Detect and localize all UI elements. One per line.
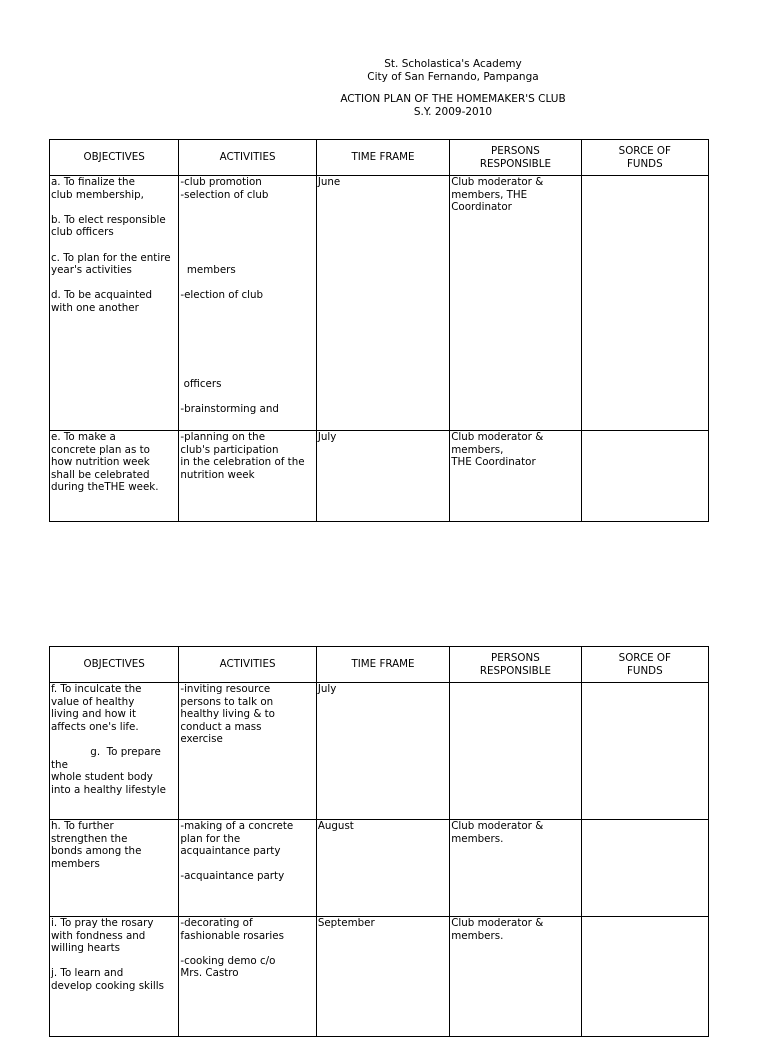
cell-line: -acquaintance party	[180, 870, 285, 883]
col-time-frame: TIME FRAME	[316, 140, 449, 176]
cell-line: -selection of club	[180, 188, 269, 201]
cell-line: in the celebration of the	[180, 456, 305, 469]
cell-line: year's activities	[51, 264, 132, 277]
cell-line	[180, 390, 314, 403]
col-persons: PERSONS RESPONSIBLE	[450, 140, 581, 176]
cell-line: e. To make a	[51, 431, 116, 443]
activities-cell	[179, 176, 316, 431]
cell-line: -making of a concrete	[180, 820, 294, 832]
cell-line	[180, 858, 314, 871]
table-header-row	[50, 140, 709, 176]
cell-line	[51, 733, 177, 746]
persons-cell	[450, 176, 581, 431]
cell-line: THE Coordinator	[451, 456, 536, 469]
cell-line: j. To learn and	[51, 967, 124, 980]
cell-line	[180, 340, 314, 353]
table-row	[50, 820, 709, 917]
school-city: City of San Fernando, Pampanga	[367, 71, 539, 83]
funds-cell	[581, 820, 708, 917]
cell-line	[180, 352, 314, 365]
school-year: S.Y. 2009-2010	[413, 106, 493, 118]
cell-line: a. To finalize the	[51, 176, 135, 188]
cell-line: healthy living & to	[180, 708, 275, 721]
objectives-cell	[50, 176, 179, 431]
cell-line	[451, 683, 579, 696]
cell-line: Coordinator	[451, 201, 512, 214]
col-objectives: OBJECTIVES	[50, 647, 179, 683]
persons-cell	[450, 820, 581, 917]
cell-line: members	[51, 857, 100, 870]
cell-line: officers	[180, 377, 222, 390]
cell-line	[180, 214, 314, 227]
cell-line: -inviting resource	[180, 683, 271, 695]
time-frame-cell: June	[316, 176, 449, 431]
cell-line: fashionable rosaries	[180, 929, 284, 942]
cell-line: the	[51, 758, 68, 771]
cell-line: persons to talk on	[180, 695, 274, 708]
funds-cell	[581, 683, 708, 820]
cell-line: plan for the	[180, 832, 241, 845]
col-activities: ACTIVITIES	[179, 647, 316, 683]
cell-line: willing hearts	[51, 942, 121, 955]
cell-line: members,	[451, 443, 504, 456]
cell-line: club membership,	[51, 188, 144, 201]
cell-line: conduct a mass	[180, 720, 262, 733]
cell-line: i. To pray the rosary	[51, 917, 154, 929]
col-persons: PERSONS RESPONSIBLE	[450, 647, 581, 683]
cell-line: value of healthy	[51, 695, 135, 708]
objectives-cell	[50, 917, 179, 1037]
cell-line: strengthen the	[51, 832, 128, 845]
cell-line	[180, 365, 314, 378]
cell-line	[180, 942, 314, 955]
cell-line: h. To further	[51, 820, 114, 832]
cell-line: -cooking demo c/o	[180, 954, 276, 967]
cell-line: club's participation	[180, 443, 279, 456]
action-plan-table-2	[49, 646, 709, 1037]
cell-line: -planning on the	[180, 431, 266, 443]
cell-line: f. To inculcate the	[51, 683, 142, 695]
cell-line	[180, 315, 314, 328]
cell-line	[180, 327, 314, 340]
cell-line	[51, 201, 177, 214]
cell-line: -brainstorming and	[180, 402, 279, 415]
cell-line: club officers	[51, 226, 114, 239]
cell-line	[180, 226, 314, 239]
table-row	[50, 431, 709, 522]
cell-line: nutrition week	[180, 468, 255, 481]
cell-line	[180, 239, 314, 252]
cell-line: c. To plan for the entire	[51, 251, 171, 264]
col-funds: SORCE OF FUNDS	[581, 647, 708, 683]
cell-line	[180, 252, 314, 265]
cell-line: g. To prepare	[51, 745, 161, 758]
activities-cell	[179, 917, 316, 1037]
cell-line: shall be celebrated	[51, 468, 150, 481]
table-row	[50, 176, 709, 431]
cell-line: acquaintance party	[180, 845, 281, 858]
time-frame-cell: August	[316, 820, 449, 917]
cell-line: how nutrition week	[51, 456, 150, 469]
persons-cell	[450, 431, 581, 522]
col-time-frame: TIME FRAME	[316, 647, 449, 683]
school-name: St. Scholastica's Academy	[384, 58, 522, 70]
cell-line: -election of club	[180, 289, 264, 302]
cell-line: exercise	[180, 733, 223, 746]
plan-title: ACTION PLAN OF THE HOMEMAKER'S CLUB	[340, 93, 566, 105]
cell-line: Club moderator &	[451, 176, 544, 188]
cell-line: bonds among the	[51, 845, 142, 858]
cell-line	[180, 201, 314, 214]
cell-line: Club moderator &	[451, 820, 544, 832]
activities-cell	[179, 683, 316, 820]
col-activities: ACTIVITIES	[179, 140, 316, 176]
col-objectives: OBJECTIVES	[50, 140, 179, 176]
cell-line: members.	[451, 832, 504, 845]
time-frame-cell: July	[316, 683, 449, 820]
cell-line: develop cooking skills	[51, 979, 164, 992]
cell-line: members, THE	[451, 188, 528, 201]
funds-cell	[581, 431, 708, 522]
cell-line: with one another	[51, 301, 139, 314]
document-heading	[0, 58, 768, 119]
objectives-cell	[50, 683, 179, 820]
col-funds: SORCE OF FUNDS	[581, 140, 708, 176]
objectives-cell	[50, 431, 179, 522]
persons-cell	[450, 683, 581, 820]
cell-line	[51, 239, 177, 252]
cell-line: Mrs. Castro	[180, 967, 239, 980]
cell-line: whole student body	[51, 771, 153, 784]
cell-line: affects one's life.	[51, 720, 139, 733]
activities-cell	[179, 820, 316, 917]
cell-line: d. To be acquainted	[51, 289, 152, 302]
cell-line: b. To elect responsible	[51, 213, 166, 226]
objectives-cell	[50, 820, 179, 917]
action-plan-table-1	[49, 139, 709, 522]
cell-line	[180, 302, 314, 315]
cell-line: living and how it	[51, 708, 137, 721]
funds-cell	[581, 176, 708, 431]
cell-line: members	[180, 264, 236, 277]
time-frame-cell: September	[316, 917, 449, 1037]
funds-cell	[581, 917, 708, 1037]
cell-line	[51, 955, 177, 968]
cell-line: into a healthy lifestyle	[51, 783, 166, 796]
cell-line: concrete plan as to	[51, 443, 150, 456]
cell-line: members.	[451, 929, 504, 942]
table-row	[50, 917, 709, 1037]
activities-cell	[179, 431, 316, 522]
cell-line: Club moderator &	[451, 917, 544, 929]
cell-line	[180, 277, 314, 290]
time-frame-cell: July	[316, 431, 449, 522]
persons-cell	[450, 917, 581, 1037]
cell-line: -club promotion	[180, 176, 262, 188]
cell-line: Club moderator &	[451, 431, 544, 443]
cell-line	[51, 277, 177, 290]
cell-line: during theTHE week.	[51, 481, 159, 494]
table-row	[50, 683, 709, 820]
cell-line: with fondness and	[51, 929, 146, 942]
table-header-row	[50, 647, 709, 683]
cell-line: -decorating of	[180, 917, 253, 929]
